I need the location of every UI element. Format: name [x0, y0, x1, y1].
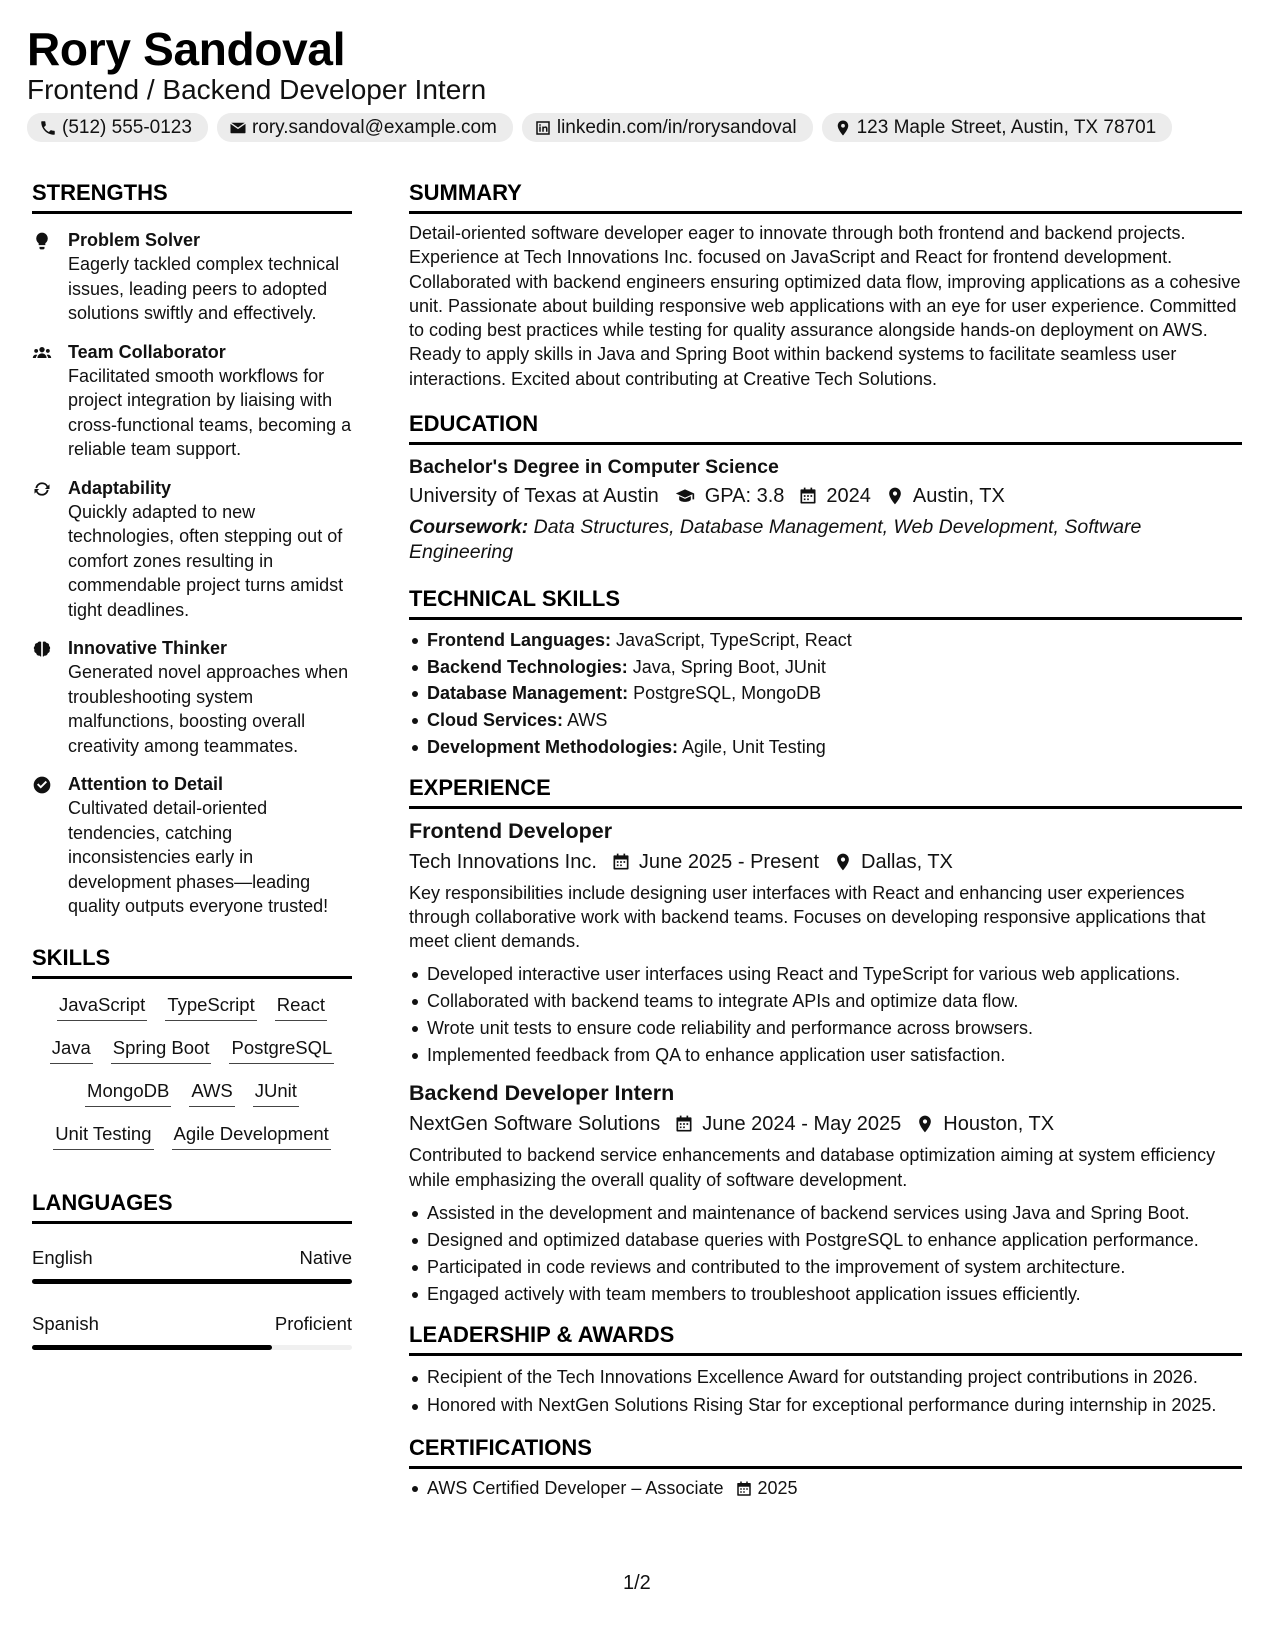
strength-title: Team Collaborator — [68, 341, 226, 362]
skill-category: Frontend Languages: — [427, 630, 611, 651]
language-level: Native — [299, 1246, 352, 1268]
job-title: Backend Developer Intern — [409, 1081, 675, 1106]
sync-icon — [32, 479, 52, 499]
skills-tags — [32, 993, 352, 1150]
leadership-heading: LEADERSHIP & AWARDS — [409, 1322, 1242, 1356]
list-item: Wrote unit tests to ensure code reliability and performance across browsers. — [409, 1015, 1242, 1042]
skill-values: PostgreSQL, MongoDB — [633, 683, 822, 704]
contact-bar — [27, 113, 1257, 142]
skills-heading: SKILLS — [32, 945, 352, 979]
calendar-icon — [735, 1480, 753, 1498]
school-name: University of Texas at Austin — [409, 485, 659, 508]
certifications-list — [409, 1475, 1242, 1502]
languages-heading: LANGUAGES — [32, 1190, 352, 1224]
graduation-cap-icon — [673, 486, 697, 506]
calendar-icon — [798, 486, 818, 506]
graduation-year: 2024 — [826, 485, 871, 508]
job-dates: June 2024 - May 2025 — [702, 1113, 902, 1136]
list-item: Collaborated with backend teams to integrate APIs and optimize data flow. — [409, 988, 1242, 1015]
job-title: Frontend Developer — [409, 818, 613, 843]
calendar-icon — [611, 852, 631, 872]
list-item — [409, 627, 1242, 654]
certification-name: AWS Certified Developer – Associate — [427, 1478, 724, 1499]
list-item: Developed interactive user interfaces using React and TypeScript for various web applications. — [409, 961, 1242, 988]
skill-tag: Unit Testing — [53, 1122, 153, 1150]
strength-desc: Facilitated smooth workflows for project integration by liaising with cross-functional teams, becoming a reliable team support. — [68, 365, 352, 459]
technical-skills-heading: TECHNICAL SKILLS — [409, 586, 1242, 620]
summary-text: Detail-oriented software developer eager to innovate through both frontend and backend projects. Experience at Tech Innovations Inc. focused on JavaScript and React for frontend development. Collaborated with backend engineers ensuring optimized data flow, improving applications as a cohesive unit. Passionate about building responsive web applications with an eye for user experience. Committed to coding best practices while testing for quality assurance alongside hands-on deployment on AWS. Ready to apply skills in Java and Spring Boot within backend systems to facilitate seamless user interactions. Excited about contributing at Creative Tech Solutions. — [409, 223, 1241, 389]
strength-item — [32, 476, 352, 623]
skill-tag: JUnit — [253, 1079, 299, 1107]
right-column — [409, 180, 1242, 1502]
strength-desc: Generated novel approaches when troubleshooting system malfunctions, boosting overall creativity among teammates. — [68, 662, 349, 756]
job-meta — [409, 848, 1242, 876]
skill-tag: Spring Boot — [111, 1036, 212, 1064]
leadership-list — [409, 1365, 1242, 1417]
degree: Bachelor's Degree in Computer Science — [409, 456, 779, 479]
education-meta — [409, 482, 1242, 510]
language-proficiency-fill — [32, 1279, 352, 1284]
page-number: 1/2 — [623, 1572, 651, 1594]
list-item: Assisted in the development and maintenance of backend services using Java and Spring Boot. — [409, 1200, 1242, 1227]
language-item — [32, 1312, 352, 1350]
skill-category: Cloud Services: — [427, 710, 564, 731]
location-pin-icon — [915, 1114, 935, 1134]
lightbulb-icon — [32, 231, 52, 251]
calendar-icon — [674, 1114, 694, 1134]
skill-tag: TypeScript — [165, 993, 256, 1021]
job-bullets — [409, 961, 1242, 1069]
candidate-name: Rory Sandoval — [27, 23, 346, 75]
company-name: NextGen Software Solutions — [409, 1113, 661, 1136]
contact-phone-text: (512) 555-0123 — [62, 116, 192, 138]
contact-email-text: rory.sandoval@example.com — [251, 116, 497, 138]
location-pin-icon — [834, 119, 852, 137]
coursework-label: Coursework: — [409, 516, 529, 539]
strength-desc: Quickly adapted to new technologies, often stepping out of comfort zones resulting in commendable project turns amidst tight deadlines. — [68, 501, 344, 620]
language-item — [32, 1246, 352, 1284]
technical-skills-list — [409, 627, 1242, 761]
list-item — [409, 707, 1242, 734]
language-name: Spanish — [32, 1312, 99, 1334]
skill-tag: PostgreSQL — [229, 1036, 334, 1064]
location-pin-icon — [885, 486, 905, 506]
strength-title: Adaptability — [68, 477, 172, 498]
users-icon — [32, 343, 52, 363]
school-location: Austin, TX — [912, 485, 1005, 508]
skill-category: Backend Technologies: — [427, 656, 628, 677]
check-circle-icon — [32, 775, 52, 795]
skill-tag: Java — [50, 1036, 93, 1064]
skill-tag: Agile Development — [172, 1122, 331, 1150]
job-location: Houston, TX — [943, 1113, 1055, 1136]
strength-item — [32, 772, 352, 919]
contact-address — [822, 113, 1173, 142]
skill-tag: MongoDB — [85, 1079, 171, 1107]
skill-values: Agile, Unit Testing — [682, 736, 826, 757]
language-proficiency-fill — [32, 1345, 272, 1350]
job-bullets — [409, 1200, 1242, 1308]
job-location: Dallas, TX — [861, 850, 953, 873]
left-column — [32, 180, 352, 1350]
linkedin-icon — [534, 119, 552, 137]
company-name: Tech Innovations Inc. — [409, 850, 597, 873]
list-item — [409, 734, 1242, 761]
certifications-heading: CERTIFICATIONS — [409, 1435, 1242, 1469]
envelope-icon — [229, 119, 247, 137]
strength-title: Innovative Thinker — [68, 638, 228, 658]
strength-desc: Eagerly tackled complex technical issues, leading peers to adopted solutions swiftly and effectively. — [68, 254, 340, 323]
experience-heading: EXPERIENCE — [409, 775, 1242, 809]
strength-item — [32, 228, 352, 326]
language-level: Proficient — [274, 1312, 352, 1334]
contact-linkedin-text: linkedin.com/in/rorysandoval — [556, 116, 797, 138]
skill-values: JavaScript, TypeScript, React — [616, 630, 852, 651]
strength-desc: Cultivated detail-oriented tendencies, catching inconsistencies early in development phases—leading quality outputs everyone trusted! — [68, 798, 329, 916]
strength-title: Problem Solver — [68, 230, 201, 250]
location-pin-icon — [833, 852, 853, 872]
contact-email[interactable] — [217, 113, 513, 142]
skill-category: Development Methodologies: — [427, 736, 679, 757]
list-item: Honored with NextGen Solutions Rising Star for exceptional performance during internship in 2025. — [409, 1393, 1242, 1418]
list-item: Designed and optimized database queries with PostgreSQL to enhance application performance. — [409, 1227, 1242, 1254]
job-meta — [409, 1110, 1242, 1138]
skill-values: Java, Spring Boot, JUnit — [632, 656, 826, 677]
strengths-heading: STRENGTHS — [32, 180, 352, 214]
skill-tag: React — [275, 993, 327, 1021]
contact-linkedin[interactable] — [522, 113, 813, 142]
resume-header — [27, 22, 1257, 142]
list-item — [409, 680, 1242, 707]
job-description: Key responsibilities include designing user interfaces with React and enhancing user experiences through collaborative work with backend teams. Focuses on developing responsive applications that meet client demands. — [409, 882, 1206, 952]
phone-icon — [39, 119, 57, 137]
strength-item — [32, 636, 352, 758]
strength-title: Attention to Detail — [68, 774, 223, 794]
contact-address-text: 123 Maple Street, Austin, TX 78701 — [856, 116, 1157, 138]
list-item — [409, 654, 1242, 681]
skill-tag: AWS — [189, 1079, 234, 1107]
job-description: Contributed to backend service enhancements and database optimization aiming at system efficiency while emphasizing the overall quality of software development. — [409, 1145, 1216, 1190]
language-proficiency-bar — [32, 1345, 352, 1350]
skill-values: AWS — [567, 710, 608, 731]
list-item: Engaged actively with team members to troubleshoot application issues efficiently. — [409, 1281, 1242, 1308]
brain-icon — [32, 639, 52, 659]
language-name: English — [32, 1246, 93, 1268]
list-item: Implemented feedback from QA to enhance application user satisfaction. — [409, 1042, 1242, 1069]
list-item — [409, 1475, 1242, 1502]
gpa: GPA: 3.8 — [704, 485, 785, 508]
certification-year: 2025 — [757, 1478, 798, 1499]
language-proficiency-bar — [32, 1279, 352, 1284]
summary-heading: SUMMARY — [409, 180, 1242, 214]
contact-phone[interactable] — [27, 113, 208, 142]
coursework — [409, 515, 1242, 564]
skill-tag: JavaScript — [57, 993, 147, 1021]
coursework-list: Data Structures, Database Management, Web Development, Software Engineering — [409, 516, 1142, 563]
skill-category: Database Management: — [427, 683, 629, 704]
list-item: Participated in code reviews and contributed to the improvement of system architecture. — [409, 1254, 1242, 1281]
job-dates: June 2025 - Present — [638, 850, 820, 873]
education-heading: EDUCATION — [409, 411, 1242, 445]
strength-item — [32, 340, 352, 462]
list-item: Recipient of the Tech Innovations Excellence Award for outstanding project contributions in 2026. — [409, 1365, 1242, 1390]
candidate-role: Frontend / Backend Developer Intern — [27, 74, 487, 105]
